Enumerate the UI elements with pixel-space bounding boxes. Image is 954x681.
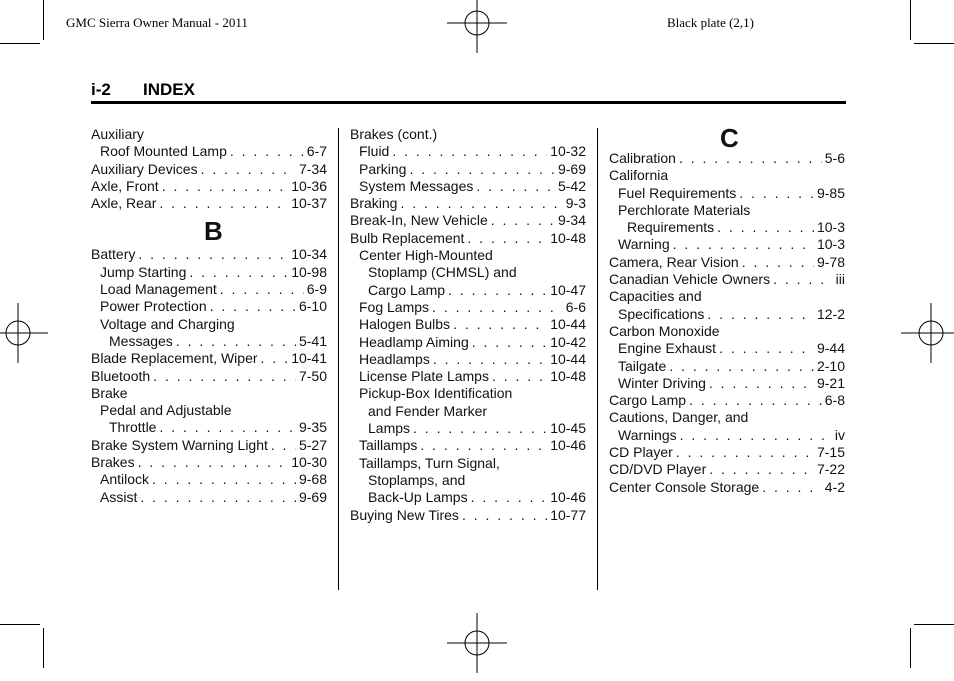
leader-dots: [719, 340, 814, 357]
leader-dots: [680, 427, 832, 444]
index-entry-page[interactable]: 9-85: [816, 184, 845, 201]
leader-dots: [689, 392, 822, 409]
index-entry-page[interactable]: 10-48: [550, 229, 586, 246]
index-entry-page[interactable]: 10-36: [291, 177, 327, 194]
index-entry-term: Battery: [91, 246, 136, 263]
index-entry-term: Axle, Front: [91, 177, 159, 194]
index-entry-term: Tailgate: [618, 357, 667, 374]
index-entry-page[interactable]: 10-3: [816, 236, 845, 253]
index-entry[interactable]: [609, 479, 845, 496]
index-entry[interactable]: [91, 454, 327, 471]
index-entry-term: Roof Mounted Lamp: [100, 143, 227, 160]
index-entry-page[interactable]: 2-10: [816, 357, 845, 374]
index-entry[interactable]: [350, 282, 586, 299]
index-entry-page[interactable]: 7-34: [298, 160, 327, 177]
leader-dots: [762, 479, 822, 496]
leader-dots: [491, 212, 555, 229]
leader-dots: [153, 368, 296, 385]
index-entry-term: Calibration: [609, 150, 676, 166]
index-entry[interactable]: [91, 489, 327, 506]
index-entry-term: Brake System Warning Light: [91, 436, 268, 453]
index-entry-page[interactable]: 5-41: [298, 332, 327, 349]
index-entry-term: Voltage and Charging: [100, 315, 235, 332]
index-entry[interactable]: [350, 299, 586, 316]
index-entry-term: System Messages: [359, 177, 474, 194]
leader-dots: [467, 230, 547, 247]
index-entry-page[interactable]: 9-34: [557, 212, 586, 229]
index-entry-term: Perchlorate Materials: [618, 201, 751, 218]
index-entry[interactable]: [350, 420, 586, 437]
index-entry-page[interactable]: 5-42: [557, 177, 586, 194]
index-entry-term: Parking: [359, 160, 407, 177]
leader-dots: [176, 333, 296, 350]
index-entry[interactable]: [609, 340, 845, 357]
column-divider: [597, 128, 598, 590]
index-entry[interactable]: [350, 489, 586, 506]
leader-dots: [669, 358, 814, 375]
column-divider: [338, 128, 339, 590]
index-entry-page[interactable]: 10-41: [291, 350, 327, 367]
index-entry-term: Engine Exhaust: [618, 340, 717, 357]
index-entry: [350, 472, 586, 489]
leader-dots: [676, 444, 814, 461]
leader-dots: [220, 281, 304, 298]
index-entry-term: Camera, Rear Vision: [609, 253, 739, 270]
index-entry[interactable]: [609, 271, 845, 288]
leader-dots: [471, 489, 548, 506]
leader-dots: [462, 507, 547, 524]
index-entry-page[interactable]: 6-7: [306, 143, 327, 160]
index-entry-term: Bluetooth: [91, 367, 151, 384]
leader-dots: [679, 150, 822, 167]
index-entry-term: Cautions, Danger, and: [609, 409, 749, 426]
index-entry[interactable]: [350, 143, 586, 160]
index-entry-page[interactable]: 6-8: [824, 392, 845, 409]
index-entry: [91, 126, 327, 143]
manual-title: GMC Sierra Owner Manual - 2011: [66, 15, 248, 30]
index-entry-term: Break-In, New Vehicle: [350, 212, 488, 229]
index-entry[interactable]: [609, 254, 845, 271]
index-entry: [350, 126, 586, 143]
index-entry-term: Capacities and: [609, 288, 702, 305]
index-entry-page[interactable]: 9-21: [816, 374, 845, 391]
index-entry[interactable]: [91, 437, 327, 454]
index-entry-page[interactable]: 10-98: [291, 263, 327, 280]
index-entry-page[interactable]: 10-42: [550, 333, 586, 350]
index-entry[interactable]: [609, 375, 845, 392]
index-entry-term: Fluid: [359, 143, 390, 160]
index-entry[interactable]: [91, 195, 327, 212]
registration-mark-icon: [439, 0, 515, 61]
index-entry[interactable]: [350, 212, 586, 229]
index-entry: [350, 264, 586, 281]
index-entry-term: Canadian Vehicle Owners: [609, 271, 771, 288]
leader-dots: [159, 419, 296, 436]
index-entry[interactable]: [609, 392, 845, 409]
index-entry: [91, 402, 327, 419]
index-entry[interactable]: [91, 178, 327, 195]
index-entry-term: Auxiliary Devices: [91, 160, 198, 177]
index-entry-term: Specifications: [618, 305, 705, 322]
leader-dots: [210, 298, 296, 315]
index-entry-page[interactable]: 10-46: [550, 437, 586, 454]
index-column-1: [91, 126, 327, 506]
index-entry-term: Center Console Storage: [609, 478, 760, 495]
index-entry[interactable]: [91, 143, 327, 160]
leader-dots: [448, 282, 547, 299]
index-entry-term: Bulb Replacement: [350, 229, 465, 246]
index-entry-page[interactable]: 6-6: [565, 298, 586, 315]
index-entry-page[interactable]: 9-44: [816, 340, 845, 357]
index-entry[interactable]: [609, 219, 845, 236]
index-entry-term: Jump Starting: [100, 263, 187, 280]
page-number: i-2: [91, 80, 111, 99]
index-entry[interactable]: [91, 368, 327, 385]
index-entry[interactable]: [350, 195, 586, 212]
leader-dots: [261, 350, 289, 367]
index-entry-term: Antilock: [100, 471, 150, 488]
index-entry[interactable]: [91, 246, 327, 263]
crop-mark: [914, 43, 954, 44]
index-entry-page[interactable]: 9-78: [816, 253, 845, 270]
index-entry-page[interactable]: 10-44: [550, 316, 586, 333]
index-entry[interactable]: [350, 507, 586, 524]
crop-mark: [43, 0, 44, 40]
leader-dots: [453, 316, 547, 333]
index-entry-page[interactable]: 10-77: [550, 506, 586, 523]
index-entry-term: Halogen Bulbs: [359, 316, 451, 333]
index-entry-term: Stoplamps, and: [368, 471, 466, 488]
index-entry-term: Blade Replacement, Wiper: [91, 350, 258, 367]
index-entry: [350, 403, 586, 420]
index-entry[interactable]: [91, 350, 327, 367]
heading-rule: [91, 101, 846, 104]
section-letter: B: [204, 216, 223, 247]
index-entry-term: Brakes: [91, 454, 135, 471]
index-entry-page[interactable]: 10-3: [816, 219, 845, 236]
index-entry-term: Carbon Monoxide: [609, 322, 720, 339]
index-entry: [609, 323, 845, 340]
index-entry-term: Brakes (cont.): [350, 126, 438, 142]
index-entry: [91, 385, 327, 402]
index-column-3: [609, 123, 845, 496]
index-entry-term: Warning: [618, 236, 670, 253]
leader-dots: [707, 306, 814, 323]
index-entry-term: Cargo Lamp: [368, 281, 446, 298]
index-entry-term: Requirements: [627, 219, 715, 236]
plate-label: Black plate (2,1): [667, 15, 754, 30]
index-entry-term: Brake: [91, 384, 128, 401]
page-heading: [91, 80, 195, 100]
index-entry-page[interactable]: 7-15: [816, 444, 845, 461]
index-entry-term: Taillamps, Turn Signal,: [359, 454, 500, 471]
index-entry-term: Winter Driving: [618, 374, 706, 391]
index-entry[interactable]: [91, 333, 327, 350]
crop-mark: [43, 628, 44, 668]
index-entry-page[interactable]: 10-30: [291, 454, 327, 471]
index-entry-term: Throttle: [109, 419, 157, 436]
index-entry-page[interactable]: 9-68: [298, 471, 327, 488]
index-entry[interactable]: [91, 419, 327, 436]
index-entry-page[interactable]: iv: [834, 426, 845, 443]
index-entry: [609, 167, 845, 184]
page-title: INDEX: [143, 80, 195, 99]
registration-mark-icon: [0, 295, 56, 371]
leader-dots: [409, 161, 555, 178]
leader-dots: [189, 264, 288, 281]
leader-dots: [400, 195, 562, 212]
index-entry-term: License Plate Lamps: [359, 368, 489, 385]
index-entry[interactable]: [91, 264, 327, 281]
index-entry-page[interactable]: 9-69: [557, 160, 586, 177]
index-entry-page[interactable]: 5-6: [824, 150, 845, 166]
index-entry-page[interactable]: 7-50: [298, 367, 327, 384]
leader-dots: [138, 246, 288, 263]
index-entry[interactable]: [350, 316, 586, 333]
crop-mark: [910, 0, 911, 40]
index-entry-page[interactable]: 10-45: [550, 420, 586, 437]
index-entry-term: Headlamps: [359, 350, 430, 367]
index-entry-page[interactable]: 10-32: [550, 143, 586, 160]
leader-dots: [201, 161, 296, 178]
index-entry-page[interactable]: 10-34: [291, 246, 327, 263]
index-entry: [350, 247, 586, 264]
index-entry-term: Axle, Rear: [91, 195, 157, 212]
index-entry[interactable]: [609, 306, 845, 323]
index-entry[interactable]: [609, 358, 845, 375]
leader-dots: [152, 471, 296, 488]
index-entry-page[interactable]: 10-46: [550, 489, 586, 506]
leader-dots: [476, 178, 555, 195]
index-entry[interactable]: [350, 230, 586, 247]
index-entry[interactable]: [609, 150, 845, 167]
index-entry-page[interactable]: 12-2: [816, 305, 845, 322]
index-entry-term: Fog Lamps: [359, 298, 430, 315]
registration-mark-icon: [439, 605, 515, 681]
index-entry: [350, 455, 586, 472]
index-entry-term: Back-Up Lamps: [368, 489, 468, 506]
index-entry[interactable]: [350, 351, 586, 368]
index-entry-page[interactable]: 10-48: [550, 368, 586, 385]
index-entry[interactable]: [350, 178, 586, 195]
index-entry-term: Assist: [100, 488, 138, 505]
leader-dots: [709, 461, 814, 478]
index-entry-page[interactable]: 9-3: [565, 195, 586, 212]
crop-mark: [910, 628, 911, 668]
index-entry-term: Taillamps: [359, 437, 418, 454]
index-entry-term: Headlamp Aiming: [359, 333, 469, 350]
index-entry-term: CD/DVD Player: [609, 461, 707, 478]
leader-dots: [739, 185, 814, 202]
registration-mark-icon: [893, 295, 954, 371]
index-entry-page[interactable]: 9-35: [298, 419, 327, 436]
index-entry[interactable]: [609, 185, 845, 202]
index-entry-page[interactable]: 9-69: [298, 488, 327, 505]
crop-mark: [0, 43, 40, 44]
index-entry-term: CD Player: [609, 444, 673, 461]
index-entry: [609, 288, 845, 305]
index-entry[interactable]: [350, 334, 586, 351]
index-entry[interactable]: [350, 368, 586, 385]
index-entry[interactable]: [350, 161, 586, 178]
leader-dots: [230, 143, 304, 160]
leader-dots: [420, 437, 547, 454]
index-entry-term: California: [609, 167, 669, 184]
section-letter: C: [720, 123, 739, 153]
index-entry-term: Stoplamp (CHMSL) and: [368, 264, 517, 281]
index-entry-page[interactable]: 4-2: [824, 478, 845, 495]
leader-dots: [271, 437, 296, 454]
index-entry[interactable]: [609, 444, 845, 461]
leader-dots: [432, 299, 563, 316]
leader-dots: [773, 271, 833, 288]
leader-dots: [413, 420, 547, 437]
index-entry-term: Auxiliary: [91, 126, 144, 142]
leader-dots: [472, 334, 547, 351]
leader-dots: [742, 254, 814, 271]
index-entry-term: Fuel Requirements: [618, 184, 737, 201]
index-entry-page[interactable]: 10-44: [550, 350, 586, 367]
index-entry[interactable]: [609, 427, 845, 444]
index-entry[interactable]: [91, 161, 327, 178]
leader-dots: [138, 454, 289, 471]
index-entry: [609, 409, 845, 426]
leader-dots: [159, 195, 288, 212]
index-entry[interactable]: [91, 471, 327, 488]
index-entry: [91, 316, 327, 333]
index-entry[interactable]: [609, 236, 845, 253]
leader-dots: [433, 351, 547, 368]
index-entry: [609, 202, 845, 219]
index-entry-term: Pickup-Box Identification: [359, 385, 513, 402]
index-entry[interactable]: [609, 461, 845, 478]
index-entry-page[interactable]: 10-37: [291, 195, 327, 212]
index-entry-page[interactable]: 6-10: [298, 298, 327, 315]
index-entry-term: Lamps: [368, 420, 411, 437]
index-entry-term: Warnings: [618, 426, 677, 443]
index-entry-term: Buying New Tires: [350, 506, 459, 523]
crop-mark: [914, 624, 954, 625]
index-entry[interactable]: [91, 281, 327, 298]
index-entry-term: Power Protection: [100, 298, 207, 315]
index-entry-term: Braking: [350, 195, 398, 212]
leader-dots: [717, 219, 814, 236]
index-entry-page[interactable]: 6-9: [306, 281, 327, 298]
index-entry-term: Pedal and Adjustable: [100, 402, 232, 419]
leader-dots: [709, 375, 814, 392]
index-entry-term: Messages: [109, 332, 173, 349]
leader-dots: [140, 489, 296, 506]
index-entry-term: Cargo Lamp: [609, 392, 687, 409]
index-entry-page[interactable]: 10-47: [550, 281, 586, 298]
index-entry-term: and Fender Marker: [368, 402, 488, 419]
leader-dots: [673, 236, 814, 253]
leader-dots: [392, 143, 547, 160]
index-entry-term: Center High-Mounted: [359, 247, 493, 264]
index-entry[interactable]: [350, 437, 586, 454]
leader-dots: [162, 178, 288, 195]
index-entry-term: Load Management: [100, 281, 217, 298]
index-entry[interactable]: [91, 298, 327, 315]
index-entry: [350, 385, 586, 402]
leader-dots: [492, 368, 547, 385]
index-column-2: [350, 126, 586, 524]
crop-mark: [0, 624, 40, 625]
index-entry-page[interactable]: 5-27: [298, 436, 327, 453]
index-entry-page[interactable]: iii: [835, 271, 845, 288]
index-entry-page[interactable]: 7-22: [816, 461, 845, 478]
